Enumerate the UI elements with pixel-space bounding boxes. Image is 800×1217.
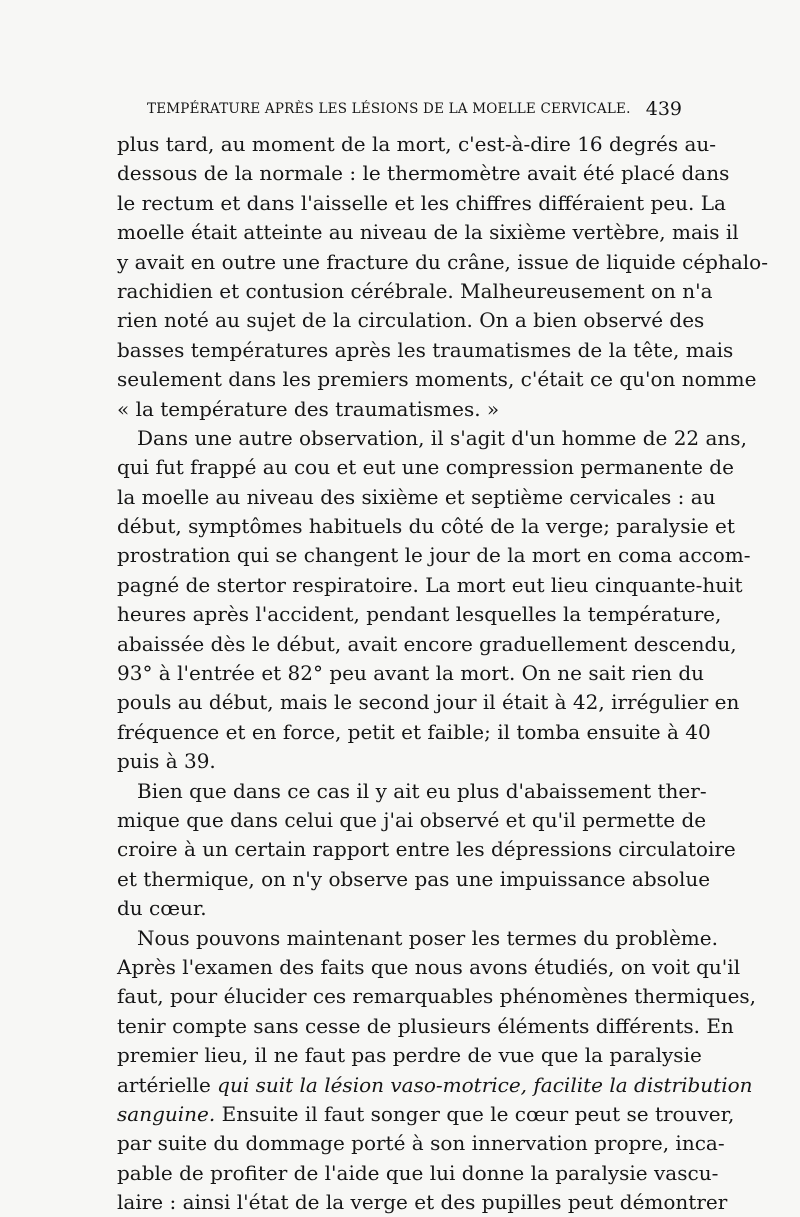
text-line: y avait en outre une fracture du crâne, issue de liquide céphalo- bbox=[117, 249, 768, 274]
text-line: rachidien et contusion cérébrale. Malheureusement on n'a bbox=[117, 278, 713, 303]
text-line: heures après l'accident, pendant lesquelles la température, bbox=[117, 602, 722, 627]
text-line: puis à 39. bbox=[117, 749, 216, 774]
text-line: 93° à l'entrée et 82° peu avant la mort. On ne sait rien du bbox=[117, 661, 705, 686]
text-line: laire : ainsi l'état de la verge et des pupilles peut démontrer bbox=[117, 1190, 728, 1215]
text-line: qui fut frappé au cou et eut une compression permanente de bbox=[117, 455, 734, 480]
text-line: dessous de la normale : le thermomètre avait été placé dans bbox=[117, 161, 730, 186]
text-line: croire à un certain rapport entre les dépressions circulatoire bbox=[117, 837, 736, 862]
mixed-style-line bbox=[117, 1071, 753, 1100]
text-line: « la température des traumatismes. » bbox=[117, 396, 500, 421]
text-line: rien noté au sujet de la circulation. On a bien observé des bbox=[117, 308, 705, 333]
text-line: pagné de stertor respiratoire. La mort eut lieu cinquante-huit bbox=[117, 572, 743, 597]
text-line: le rectum et dans l'aisselle et les chiffres différaient peu. La bbox=[117, 190, 726, 215]
text-line: Après l'examen des faits que nous avons étudiés, on voit qu'il bbox=[117, 954, 741, 979]
text-line: pouls au début, mais le second jour il était à 42, irrégulier en bbox=[117, 690, 740, 715]
paragraph-start-line: Dans une autre observation, il s'agit d'un homme de 22 ans, bbox=[137, 425, 747, 450]
italic-text-run: sanguine. bbox=[117, 1101, 216, 1126]
page-header bbox=[147, 98, 682, 122]
running-head: TEMPÉRATURE APRÈS LES LÉSIONS DE LA MOELLE CERVICALE. bbox=[147, 101, 631, 117]
body-text bbox=[117, 130, 768, 1217]
text-line: faut, pour élucider ces remarquables phénomènes thermiques, bbox=[117, 984, 757, 1009]
text-run: artérielle bbox=[117, 1072, 218, 1097]
paragraph-start-line: Bien que dans ce cas il y ait eu plus d'abaissement ther- bbox=[137, 778, 707, 803]
text-line: moelle était atteinte au niveau de la sixième vertèbre, mais il bbox=[117, 220, 739, 245]
text-line: mique que dans celui que j'ai observé et qu'il permette de bbox=[117, 807, 707, 832]
text-line: tenir compte sans cesse de plusieurs éléments différents. En bbox=[117, 1013, 734, 1038]
text-line: seulement dans les premiers moments, c'était ce qu'on nomme bbox=[117, 367, 757, 392]
text-line: premier lieu, il ne faut pas perdre de vue que la paralysie bbox=[117, 1043, 702, 1068]
text-line: plus tard, au moment de la mort, c'est-à-dire 16 degrés au- bbox=[117, 132, 717, 156]
text-line: pable de profiter de l'aide que lui donne la paralysie vascu- bbox=[117, 1160, 719, 1185]
text-line: abaissée dès le début, avait encore graduellement descendu, bbox=[117, 631, 737, 656]
paragraph-start-line: Nous pouvons maintenant poser les termes du problème. bbox=[137, 925, 718, 950]
text-line: la moelle au niveau des sixième et septième cervicales : au bbox=[117, 484, 716, 509]
text-line: prostration qui se changent le jour de la mort en coma accom- bbox=[117, 543, 751, 568]
text-line: du cœur. bbox=[117, 896, 207, 921]
text-line: début, symptômes habituels du côté de la verge; paralysie et bbox=[117, 514, 735, 539]
text-line: basses températures après les traumatismes de la tête, mais bbox=[117, 337, 734, 362]
text-line: fréquence et en force, petit et faible; il tomba ensuite à 40 bbox=[117, 719, 711, 744]
italic-text-run: qui suit la lésion vaso-motrice, facilite la distribution bbox=[217, 1072, 753, 1097]
text-line: et thermique, on n'y observe pas une impuissance absolue bbox=[117, 866, 711, 891]
page-number: 439 bbox=[645, 98, 682, 120]
text-run: Ensuite il faut songer que le cœur peut se trouver, bbox=[215, 1101, 735, 1126]
mixed-style-line bbox=[117, 1100, 735, 1129]
text-line: par suite du dommage porté à son innervation propre, inca- bbox=[117, 1131, 725, 1156]
